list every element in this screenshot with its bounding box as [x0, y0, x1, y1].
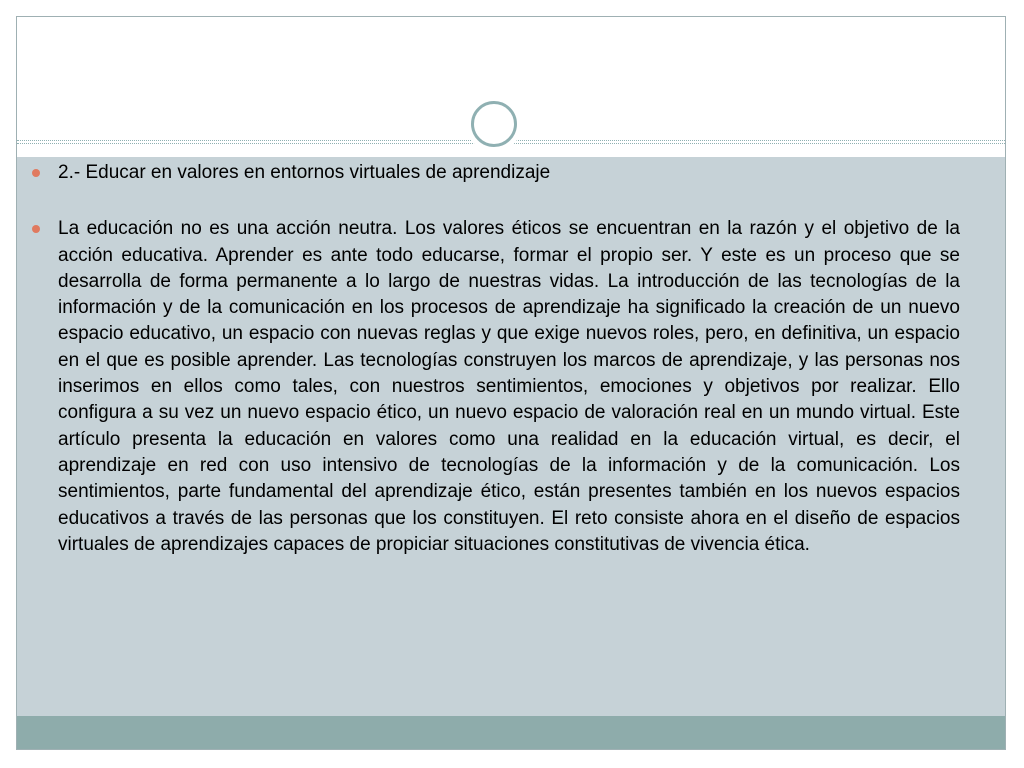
footer-bar	[17, 716, 1005, 750]
ring-inner	[471, 101, 517, 147]
bullet-text: La educación no es una acción neutra. Los valores éticos se encuentran en la razón y el objetivo de la acción educativa. Aprender es ante todo educarse, formar el propio ser. Y este es un proceso que se desarrolla de forma permanente a lo largo de nuestras vidas. La introducción de las tecnologías de la información y de la comunicación en los procesos de aprendizaje ha significado la creación de un nuevo espacio educativo, un espacio con nuevas reglas y que exige nuevos roles, pero, en definitiva, un espacio en el que es posible aprender. Las tecnologías construyen los marcos de aprendizaje, y las personas nos inserimos en ellos como tales, con nuestros sentimientos, emociones y objetivos por realizar. Ello configura a su vez un nuevo espacio ético, un nuevo espacio de valoración real en un mundo virtual. Este artículo presenta la educación en valores como una realidad en la educación virtual, es decir, el aprendizaje en red con uso intensivo de tecnologías de la información y de la comunicación. Los sentimientos, parte fundamental del aprendizaje ético, están presentes también en los nuevos espacios educativos a través de las personas que los constituyen. El reto consiste ahora en el diseño de espacios virtuales de aprendizajes capaces de propiciar situaciones constitutivas de vivencia ética.	[58, 218, 960, 555]
bullet-dot-icon	[32, 225, 40, 233]
bullet-list	[30, 160, 960, 558]
bullet-item-body	[30, 216, 960, 558]
bullet-dot-icon	[32, 169, 40, 177]
bullet-text: 2.- Educar en valores en entornos virtuales de aprendizaje	[58, 162, 551, 183]
bullet-item-heading	[30, 160, 960, 186]
decorative-ring-icon	[466, 96, 522, 152]
